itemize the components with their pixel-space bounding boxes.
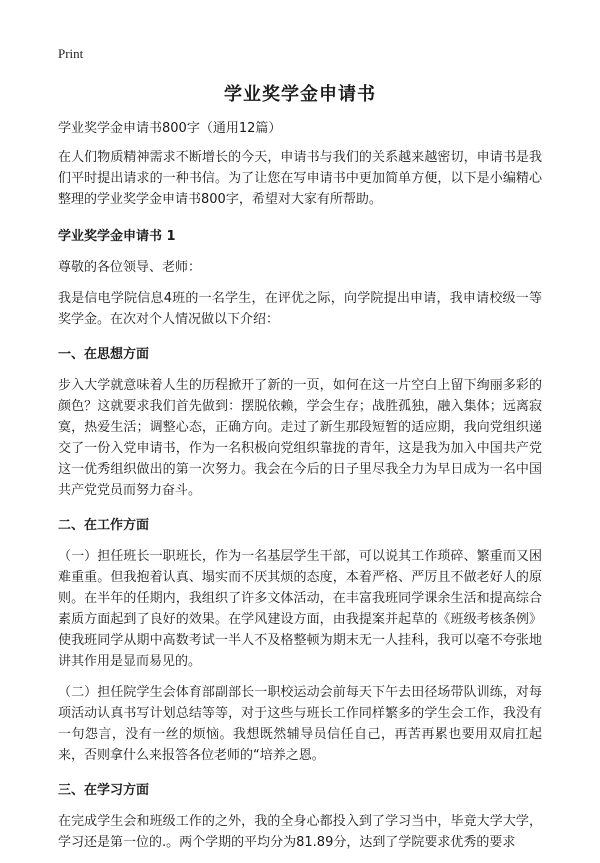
section-paragraph: 在完成学生会和班级工作的之外，我的全身心都投入到了学习当中，毕竟大学大学，学习还是第一位的.。两个学期的平均分为81.89分，达到了学院要求优秀的要求 [58,814,542,850]
opening-paragraph: 我是信电学院信息4班的一名学生，在评优之际，向学院提出申请，我申请校级一等奖学金。在次对个人情况做以下介绍： [58,291,542,327]
section-heading-work: 二、在工作方面 [58,518,150,533]
section-paragraph: （一）担任班长一职班长，作为一名基层学生干部，可以说其工作琐碎、繁重而又困难重重。但我抱着认真、塌实而不厌其烦的态度，本着严格、严厉且不做老好人的原则。在半年的任期内，我组织了许多文体活动，在丰富我班同学课余生活和提高综合素质方面起到了良好的效果。在学风建设方面，由我提案并起草的《班级考核条例》使我班同学从期中高数考试一半人不及格整顿为期末无一人挂科，我可以毫不夸张地讲其作用是显而易见的。 [58,549,542,669]
letter-heading: 学业奖学金申请书 1 [58,229,176,244]
document-subtitle: 学业奖学金申请书800字（通用12篇） [58,121,282,136]
section-heading-study: 三、在学习方面 [58,783,150,798]
section-paragraph: 步入大学就意味着人生的历程掀开了新的一页，如何在这一片空白上留下绚丽多彩的颜色？这就要求我们首先做到：摆脱依赖，学会生存；战胜孤独，融入集体；远离寂寞，热爱生活；调整心态，正确方向。走过了新生那段短暂的适应期，我向党组织递交了一份入党申请书，作为一名积极向党组织靠拢的青年，这是我为加入中国共产党这一优秀组织做出的第一次努力。我会在今后的日子里尽我全力为早日成为一名中国共产党党员而努力奋斗。 [58,378,542,498]
document-body [58,118,542,863]
section-heading-thought: 一、在思想方面 [58,347,150,362]
greeting: 尊敬的各位领导、老师： [58,260,202,275]
intro-paragraph: 在人们物质精神需求不断增长的今天，申请书与我们的关系越来越密切，申请书是我们平时提出请求的一种书信。为了让您在写申请书中更加简单方便，以下是小编精心整理的学业奖学金申请书800字，希望对大家有所帮助。 [58,150,542,207]
section-paragraph: （二）担任院学生会体育部副部长一职校运动会前每天下午去田径场带队训练，对每项活动认真书写计划总结等等，对于这些与班长工作同样繁多的学生会工作，我没有一句怨言，没有一丝的烦恼。我想既然辅导员信任自己，再苦再累也要用双肩扛起来，否则拿什么来报答各位老师的“培养之恩。 [58,685,542,763]
document-title: 学业奖学金申请书 [224,84,376,105]
print-link[interactable]: Print [58,46,84,61]
